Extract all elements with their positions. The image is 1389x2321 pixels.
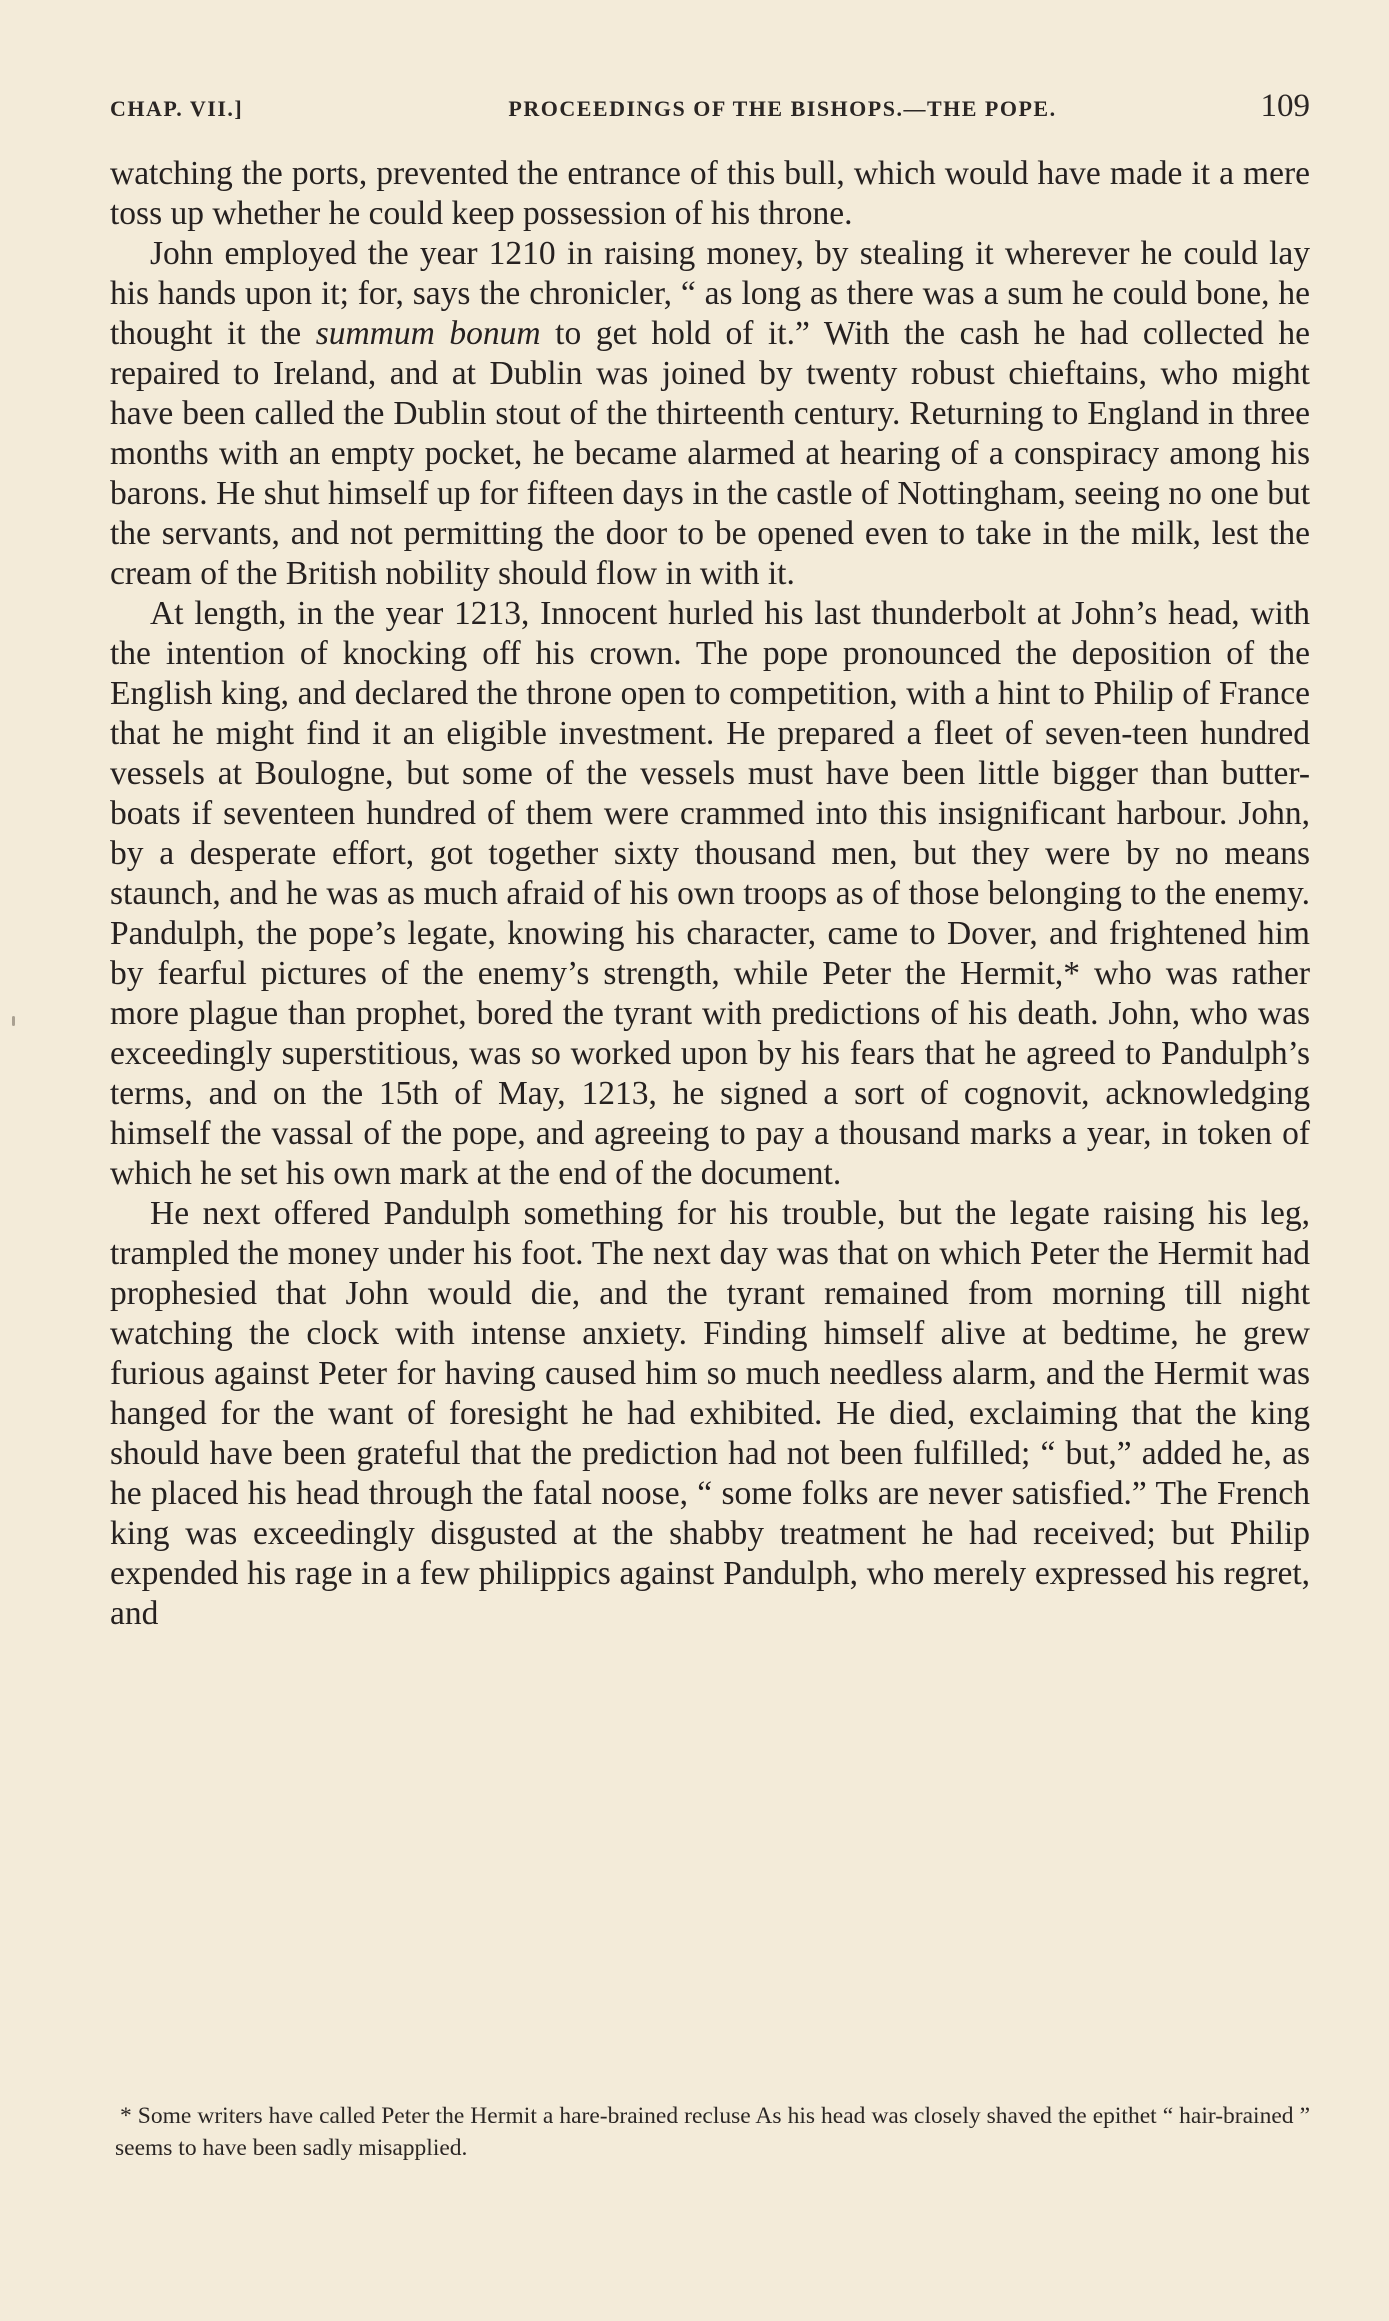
paragraph-2-text-start: John employed the year 1210 in raising money, by stealing it wherever he could lay his hands upon it; for, says the chronicler, “ as long as there was a sum he could bone, he thought it the xyxy=(110,235,1310,352)
footnote-marker: * xyxy=(120,2103,132,2129)
chapter-label: CHAP. VII.] xyxy=(110,96,244,121)
latin-phrase: summum bonum xyxy=(315,315,541,352)
paragraph-1-text: watching the ports, prevented the entrance of this bull, which would have made it a mere toss up whether he could keep possession of his throne. xyxy=(110,155,1310,232)
running-title: PROCEEDINGS OF THE BISHOPS.—THE POPE. xyxy=(508,96,1057,121)
running-header xyxy=(110,88,1310,140)
page-number: 109 xyxy=(1260,88,1310,124)
paragraph-1 xyxy=(110,154,1310,234)
paragraph-3-text: At length, in the year 1213, Innocent hurled his last thunderbolt at John’s head, with the intention of knocking off his crown. The pope pronounced the deposition of the English king, and declared the throne open to competition, with a hint to Philip of France that he might find it an eligible investment. He prepared a fleet of seven-teen hundred vessels at Boulogne, but some of the vessels must have been little bigger than butter-boats if seventeen hundred of them were crammed into this insignificant harbour. John, by a desperate effort, got together sixty thousand men, but they were by no means staunch, and he was as much afraid of his own troops as of those belonging to the enemy. Pandulph, the pope’s legate, knowing his character, came to Dover, and frightened him by fearful pictures of the enemy’s strength, while Peter the Hermit,* who was rather more plague than prophet, bored the tyrant with predictions of his death. John, who was exceedingly superstitious, was so worked upon by his fears that he agreed to Pandulph’s terms, and on the 15th of May, 1213, he signed a sort of cognovit, acknowledging himself the vassal of the pope, and agreeing to pay a thousand marks a year, in token of which he set his own mark at the end of the document. xyxy=(110,595,1310,1192)
footnote-text: Some writers have called Peter the Hermit a hare-brained recluse As his head was closely shaved the epithet “ hair-brained ” seems to have been sadly misapplied. xyxy=(115,2103,1310,2161)
body-text xyxy=(110,154,1310,1634)
footnote xyxy=(115,2100,1310,2164)
paragraph-3 xyxy=(110,594,1310,1194)
paragraph-4-text: He next offered Pandulph something for his trouble, but the legate raising his leg, trampled the money under his foot. The next day was that on which Peter the Hermit had prophesied that John would die, and the tyrant remained from morning till night watching the clock with intense anxiety. Finding himself alive at bedtime, he grew furious against Peter for having caused him so much needless alarm, and the Hermit was hanged for the want of foresight he had exhibited. He died, exclaiming that the king should have been grateful that the prediction had not been fulfilled; “ but,” added he, as he placed his head through the fatal noose, “ some folks are never satisfied.” The French king was exceedingly disgusted at the shabby treatment he had received; but Philip expended his rage in a few philippics against Pandulph, who merely expressed his regret, and xyxy=(110,1195,1310,1632)
page-speck xyxy=(12,1016,15,1026)
paragraph-4 xyxy=(110,1194,1310,1634)
paragraph-2-text-end: to get hold of it.” With the cash he had collected he repaired to Ireland, and at Dublin was joined by twenty robust chieftains, who might have been called the Dublin stout of the thirteenth century. Returning to England in three months with an empty pocket, he became alarmed at hearing of a conspiracy among his barons. He shut himself up for fifteen days in the castle of Nottingham, seeing no one but the servants, and not permitting the door to be opened even to take in the milk, lest the cream of the British nobility should flow in with it. xyxy=(110,315,1310,592)
paragraph-2 xyxy=(110,234,1310,594)
book-page xyxy=(110,88,1310,1634)
